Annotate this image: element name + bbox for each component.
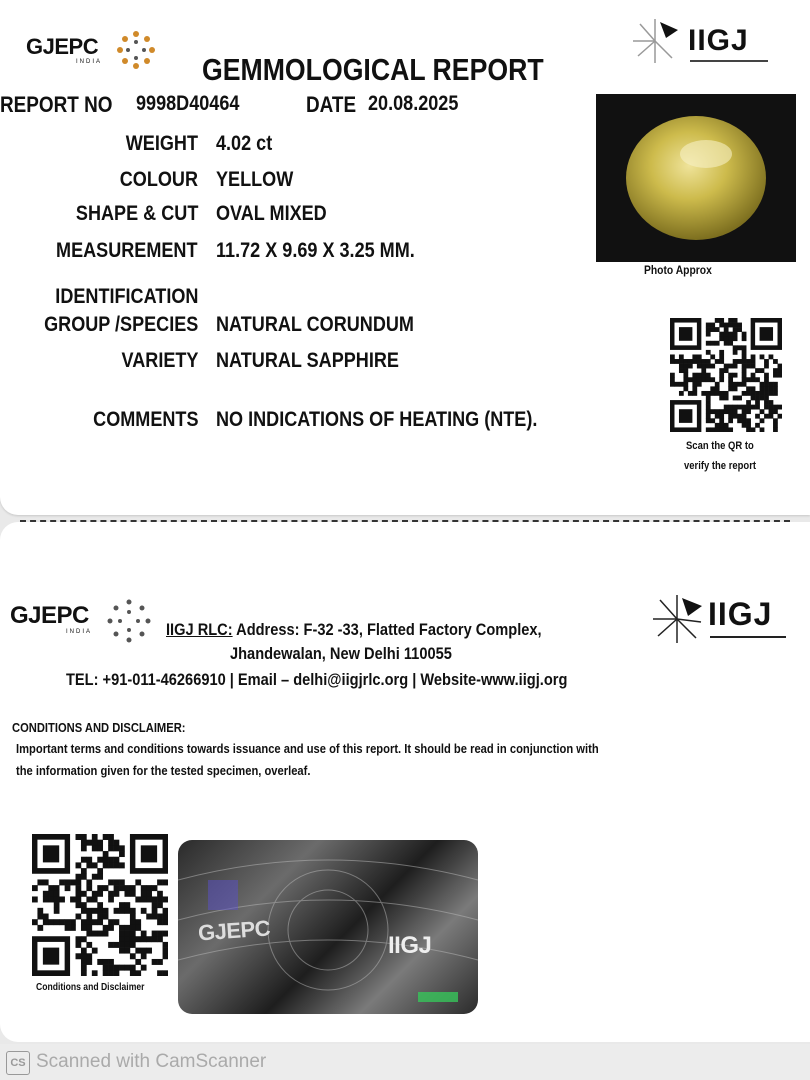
conditions-text-2 <box>16 763 358 778</box>
shape-cut-label <box>0 202 198 226</box>
shape-cut-value-text: OVAL MIXED <box>216 202 327 225</box>
conditions-qr-caption-text: Conditions and Disclaimer <box>36 982 145 993</box>
qr-caption-line-2 <box>684 460 768 472</box>
conditions-qr-caption <box>36 982 162 993</box>
gjepc-logo-back-sub: INDIA <box>66 629 93 635</box>
photo-caption <box>644 263 723 277</box>
iigj-emblem-icon <box>630 16 680 66</box>
weight-value <box>216 132 281 156</box>
variety-value <box>216 349 429 373</box>
conditions-heading-text: CONDITIONS AND DISCLAIMER: <box>12 720 186 735</box>
shape-cut-value <box>216 202 345 226</box>
variety-label <box>0 349 198 373</box>
weight-label <box>0 132 198 156</box>
report-no-value <box>136 92 256 116</box>
colour-value-text: YELLOW <box>216 168 294 191</box>
camscanner-badge-text: CS <box>10 1057 26 1069</box>
gem-image-icon <box>596 94 796 262</box>
date-label-text: DATE <box>306 92 357 117</box>
gjepc-logo <box>26 34 98 60</box>
measurement-label-text: MEASUREMENT <box>56 239 198 262</box>
report-no-value-text: 9998D40464 <box>136 92 240 115</box>
gjepc-logo-back <box>10 602 89 630</box>
conditions-text-1-text: Important terms and conditions towards issuance and use of this report. It should be read in conjunction with <box>16 741 599 756</box>
gjepc-emblem-back-icon <box>104 596 154 646</box>
group-species-value-text: NATURAL CORUNDUM <box>216 313 414 336</box>
scanner-footer <box>0 1044 810 1080</box>
hologram-sticker <box>178 840 478 1014</box>
date-value <box>368 92 473 116</box>
weight-value-text: 4.02 ct <box>216 132 273 155</box>
date-label <box>306 92 364 118</box>
colour-value <box>216 168 306 192</box>
weight-label-text: WEIGHT <box>125 132 198 155</box>
iigj-emblem-back-icon <box>650 592 704 646</box>
conditions-qr-code[interactable] <box>32 834 168 976</box>
iigj-logo-back-text: IIGJ <box>708 596 773 632</box>
comments-label <box>0 408 198 432</box>
variety-label-text: VARIETY <box>121 349 198 372</box>
camscanner-text: Scanned with CamScanner <box>36 1051 267 1072</box>
report-front-card <box>0 0 810 515</box>
contact-line-text: TEL: +91-011-46266910 | Email – delhi@iigjrlc.org | Website-www.iigj.org <box>66 670 568 689</box>
iigj-logo-text: IIGJ <box>688 24 749 57</box>
group-species-label-text: GROUP /SPECIES <box>43 313 198 336</box>
address-line-1 <box>166 620 603 640</box>
conditions-text-1 <box>16 741 694 756</box>
qr-caption-2-text: verify the report <box>684 460 757 472</box>
hologram-gjepc-text: GJEPC <box>197 915 271 946</box>
gjepc-logo-text: GJEPC <box>26 34 99 59</box>
conditions-text-2-text: the information given for the tested specimen, overleaf. <box>16 763 311 778</box>
report-no-label-text: REPORT NO <box>0 92 113 117</box>
group-species-label <box>0 313 198 337</box>
measurement-value-text: 11.72 X 9.69 X 3.25 MM. <box>216 239 415 262</box>
hologram-iigj-text: IIGJ <box>388 932 432 959</box>
address-label: IIGJ RLC: <box>166 620 233 639</box>
date-value-text: 20.08.2025 <box>368 92 459 115</box>
address-line-2-text: Jhandewalan, New Delhi 110055 <box>230 644 452 663</box>
camscanner-badge <box>6 1051 30 1075</box>
qr-caption-line-1 <box>686 440 765 452</box>
colour-label <box>0 168 198 192</box>
measurement-label <box>0 239 198 263</box>
gjepc-logo-sub: INDIA <box>76 59 103 65</box>
iigj-logo-underline <box>690 60 768 62</box>
contact-line <box>66 670 649 690</box>
comments-label-text: COMMENTS <box>92 408 198 431</box>
gjepc-logo-back-text: GJEPC <box>10 602 89 629</box>
identification-label-text: IDENTIFICATION <box>54 285 198 308</box>
measurement-value <box>216 239 447 263</box>
colour-label-text: COLOUR <box>119 168 198 191</box>
report-title-text: GEMMOLOGICAL REPORT <box>202 52 544 87</box>
comments-value-text: NO INDICATIONS OF HEATING (NTE). <box>216 408 538 431</box>
report-no-label <box>0 92 131 118</box>
qr-caption-1-text: Scan the QR to <box>686 440 754 452</box>
variety-value-text: NATURAL SAPPHIRE <box>216 349 399 372</box>
group-species-value <box>216 313 446 337</box>
report-title <box>202 52 599 88</box>
gjepc-emblem-icon <box>114 28 158 72</box>
photo-caption-text: Photo Approx <box>644 263 712 277</box>
address-line-1-text: Address: F-32 -33, Flatted Factory Complex, <box>236 620 542 639</box>
comments-value <box>216 408 590 432</box>
verify-qr-code[interactable] <box>670 318 782 432</box>
iigj-logo-back-underline <box>710 636 786 638</box>
gem-photo <box>596 94 796 262</box>
address-line-2 <box>230 644 488 664</box>
conditions-heading <box>12 720 214 735</box>
identification-label <box>0 285 198 309</box>
shape-cut-label-text: SHAPE & CUT <box>75 202 198 225</box>
report-back-card <box>0 522 810 1042</box>
